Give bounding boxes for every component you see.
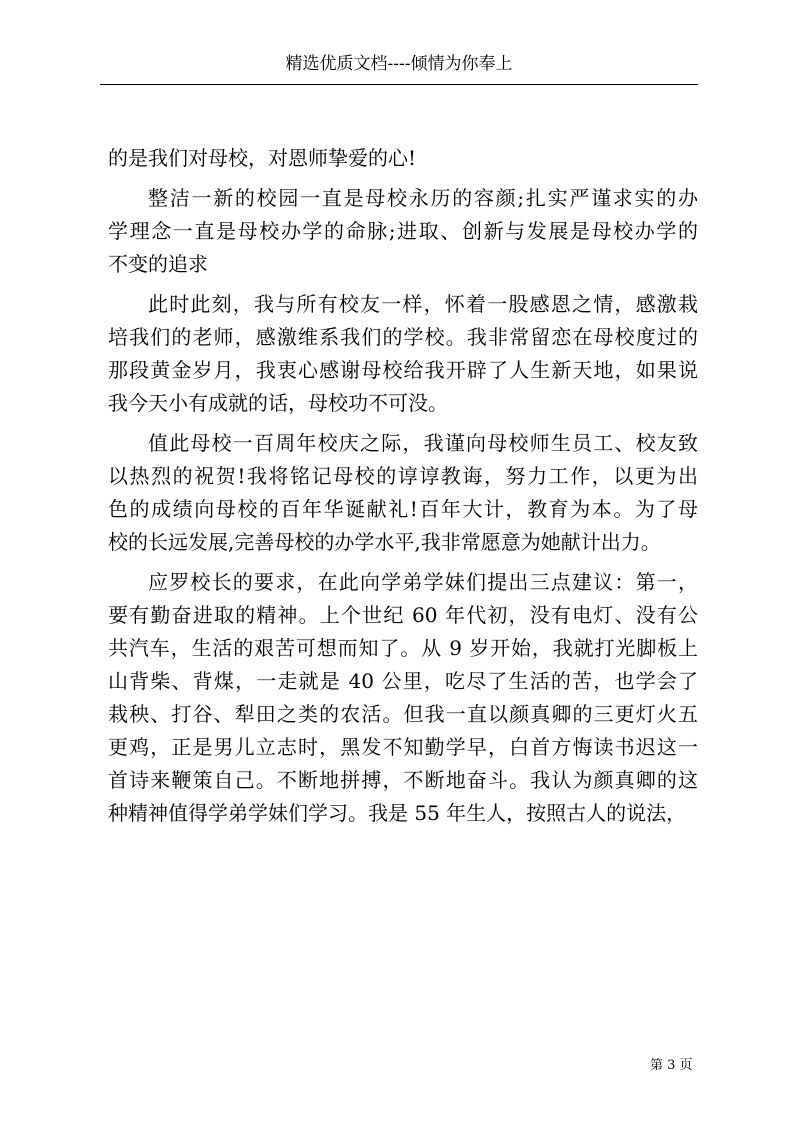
document-body <box>108 142 698 830</box>
paragraph-line: 学理念一直是母校办学的命脉;进取、创新与发展是母校办学的 <box>108 219 698 243</box>
paragraph-line: 校的长远发展,完善母校的办学水平,我非常愿意为她献计出力。 <box>108 530 661 554</box>
paragraph-line: 更鸡，正是男儿立志时，黑发不知勤学早，白首方悔读书迟这一 <box>108 735 698 759</box>
paragraph-line: 我今天小有成就的话，母校功不可没。 <box>108 391 448 415</box>
paragraph-line: 的是我们对母校，对恩师挚爱的心! <box>108 146 417 170</box>
header-divider <box>100 84 698 85</box>
paragraph <box>108 427 698 559</box>
paragraph-line: 山背柴、背煤，一走就是 40 公里，吃尽了生活的苦，也学会了 <box>108 669 698 693</box>
paragraph-line: 种精神值得学弟学妹们学习。我是 55 年生人，按照古人的说法， <box>108 801 687 825</box>
paragraph-line: 色的成绩向母校的百年华诞献礼!百年大计，教育为本。为了母 <box>108 497 698 521</box>
paragraph-line: 此时此刻，我与所有校友一样，怀着一股感恩之情，感激栽 <box>148 292 698 316</box>
paragraph <box>108 142 698 175</box>
page-number: 第 3 页 <box>650 1058 693 1073</box>
page-header-title: 精选优质文档----倾情为你奉上 <box>285 54 513 74</box>
paragraph <box>108 182 698 281</box>
paragraph-line: 培我们的老师，感激维系我们的学校。我非常留恋在母校度过的 <box>108 325 698 349</box>
paragraph-line: 值此母校一百周年校庆之际，我谨向母校师生员工、校友致 <box>148 431 698 455</box>
paragraph-line: 应罗校长的要求，在此向学弟学妹们提出三点建议：第一， <box>148 570 698 594</box>
paragraph-line: 那段黄金岁月，我衷心感谢母校给我开辟了人生新天地，如果说 <box>108 358 698 382</box>
paragraph-line: 整洁一新的校园一直是母校永历的容颜;扎实严谨求实的办 <box>148 186 698 210</box>
paragraph-line: 以热烈的祝贺!我将铭记母校的谆谆教诲，努力工作，以更为出 <box>108 464 698 488</box>
paragraph-line: 要有勤奋进取的精神。上个世纪 60 年代初，没有电灯、没有公 <box>108 603 698 627</box>
paragraph-line: 首诗来鞭策自己。不断地拼搏，不断地奋斗。我认为颜真卿的这 <box>108 768 698 792</box>
paragraph-line: 栽秧、打谷、犁田之类的农活。但我一直以颜真卿的三更灯火五 <box>108 702 698 726</box>
paragraph-line: 共汽车，生活的艰苦可想而知了。从 9 岁开始，我就打光脚板上 <box>108 636 698 660</box>
paragraph <box>108 288 698 420</box>
paragraph-line: 不变的追求 <box>108 252 208 276</box>
paragraph <box>108 566 698 830</box>
